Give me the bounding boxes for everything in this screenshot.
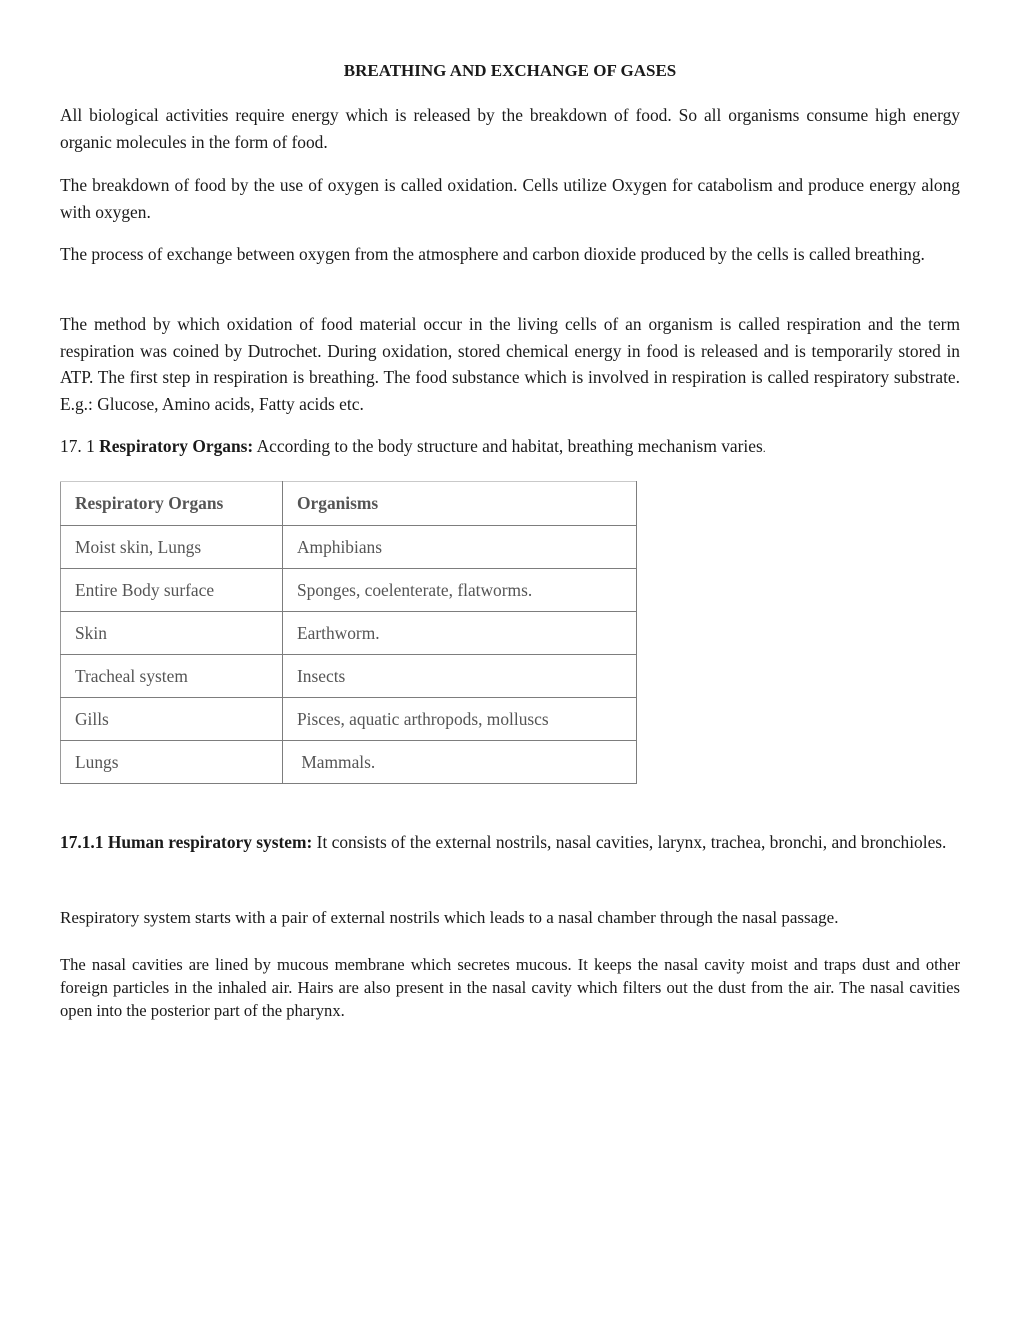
table-cell-organism: Sponges, coelenterate, flatworms.: [283, 569, 637, 612]
section-number: 17. 1: [60, 436, 100, 456]
table-header-cell: Organisms: [283, 482, 637, 526]
table-cell-organism: Insects: [283, 655, 637, 698]
paragraph-oxidation: The breakdown of food by the use of oxygen is called oxidation. Cells utilize Oxygen for catabolism and produce energy along with oxygen.: [60, 175, 960, 222]
table-cell-organ: Gills: [61, 698, 283, 741]
paragraph-energy: All biological activities require energy which is released by the breakdown of food. So all organisms consume high energy organic molecules in the form of food.: [60, 105, 960, 152]
table-header-cell: Respiratory Organs: [61, 482, 283, 526]
table-cell-organism: Amphibians: [283, 526, 637, 569]
table-row: [61, 655, 637, 698]
paragraph-nostrils: Respiratory system starts with a pair of external nostrils which leads to a nasal chamber through the nasal passage.: [60, 908, 839, 927]
table-row: [61, 526, 637, 569]
table-cell-organism: Pisces, aquatic arthropods, molluscs: [283, 698, 637, 741]
paragraph-breathing: The process of exchange between oxygen from the atmosphere and carbon dioxide produced by the cells is called breathing.: [60, 244, 925, 264]
table-row: [61, 741, 637, 784]
table-cell-organism: Earthworm.: [283, 612, 637, 655]
subsection-text: It consists of the external nostrils, nasal cavities, larynx, trachea, bronchi, and bronchioles.: [312, 832, 947, 852]
table-cell-organ: Moist skin, Lungs: [61, 526, 283, 569]
section-trailing-period: .: [762, 441, 766, 455]
table-cell-organism: Mammals.: [283, 741, 637, 784]
section-human-respiratory-system: [60, 829, 960, 856]
table-row: [61, 612, 637, 655]
table-header-row: [61, 482, 637, 526]
subsection-heading: 17.1.1 Human respiratory system:: [60, 832, 313, 852]
section-respiratory-organs: [60, 433, 960, 462]
table-cell-organ: Entire Body surface: [61, 569, 283, 612]
table-row: [61, 698, 637, 741]
paragraph-nasal-cavities: The nasal cavities are lined by mucous membrane which secretes mucous. It keeps the nasal cavity moist and traps dust and other foreign particles in the inhaled air. Hairs are also present in the nasal cavity which filters out the dust from the air. The nasal cavities open into the posterior part of the pharynx.: [60, 955, 960, 1020]
table-cell-organ: Lungs: [61, 741, 283, 784]
section-text: According to the body structure and habitat, breathing mechanism varies: [253, 436, 763, 456]
paragraph-respiration: The method by which oxidation of food material occur in the living cells of an organism is called respiration and the term respiration was coined by Dutrochet. During oxidation, stored chemical energy in food is released and is temporarily stored in ATP. The first step in respiration is breathing. The food substance which is involved in respiration is called respiratory substrate. E.g.: Glucose, Amino acids, Fatty acids etc.: [60, 314, 960, 414]
document-title: BREATHING AND EXCHANGE OF GASES: [343, 61, 677, 80]
respiratory-organs-table: [60, 481, 637, 784]
table-cell-organ: Skin: [61, 612, 283, 655]
table-row: [61, 569, 637, 612]
section-heading: Respiratory Organs:: [99, 436, 254, 456]
table-cell-organ: Tracheal system: [61, 655, 283, 698]
